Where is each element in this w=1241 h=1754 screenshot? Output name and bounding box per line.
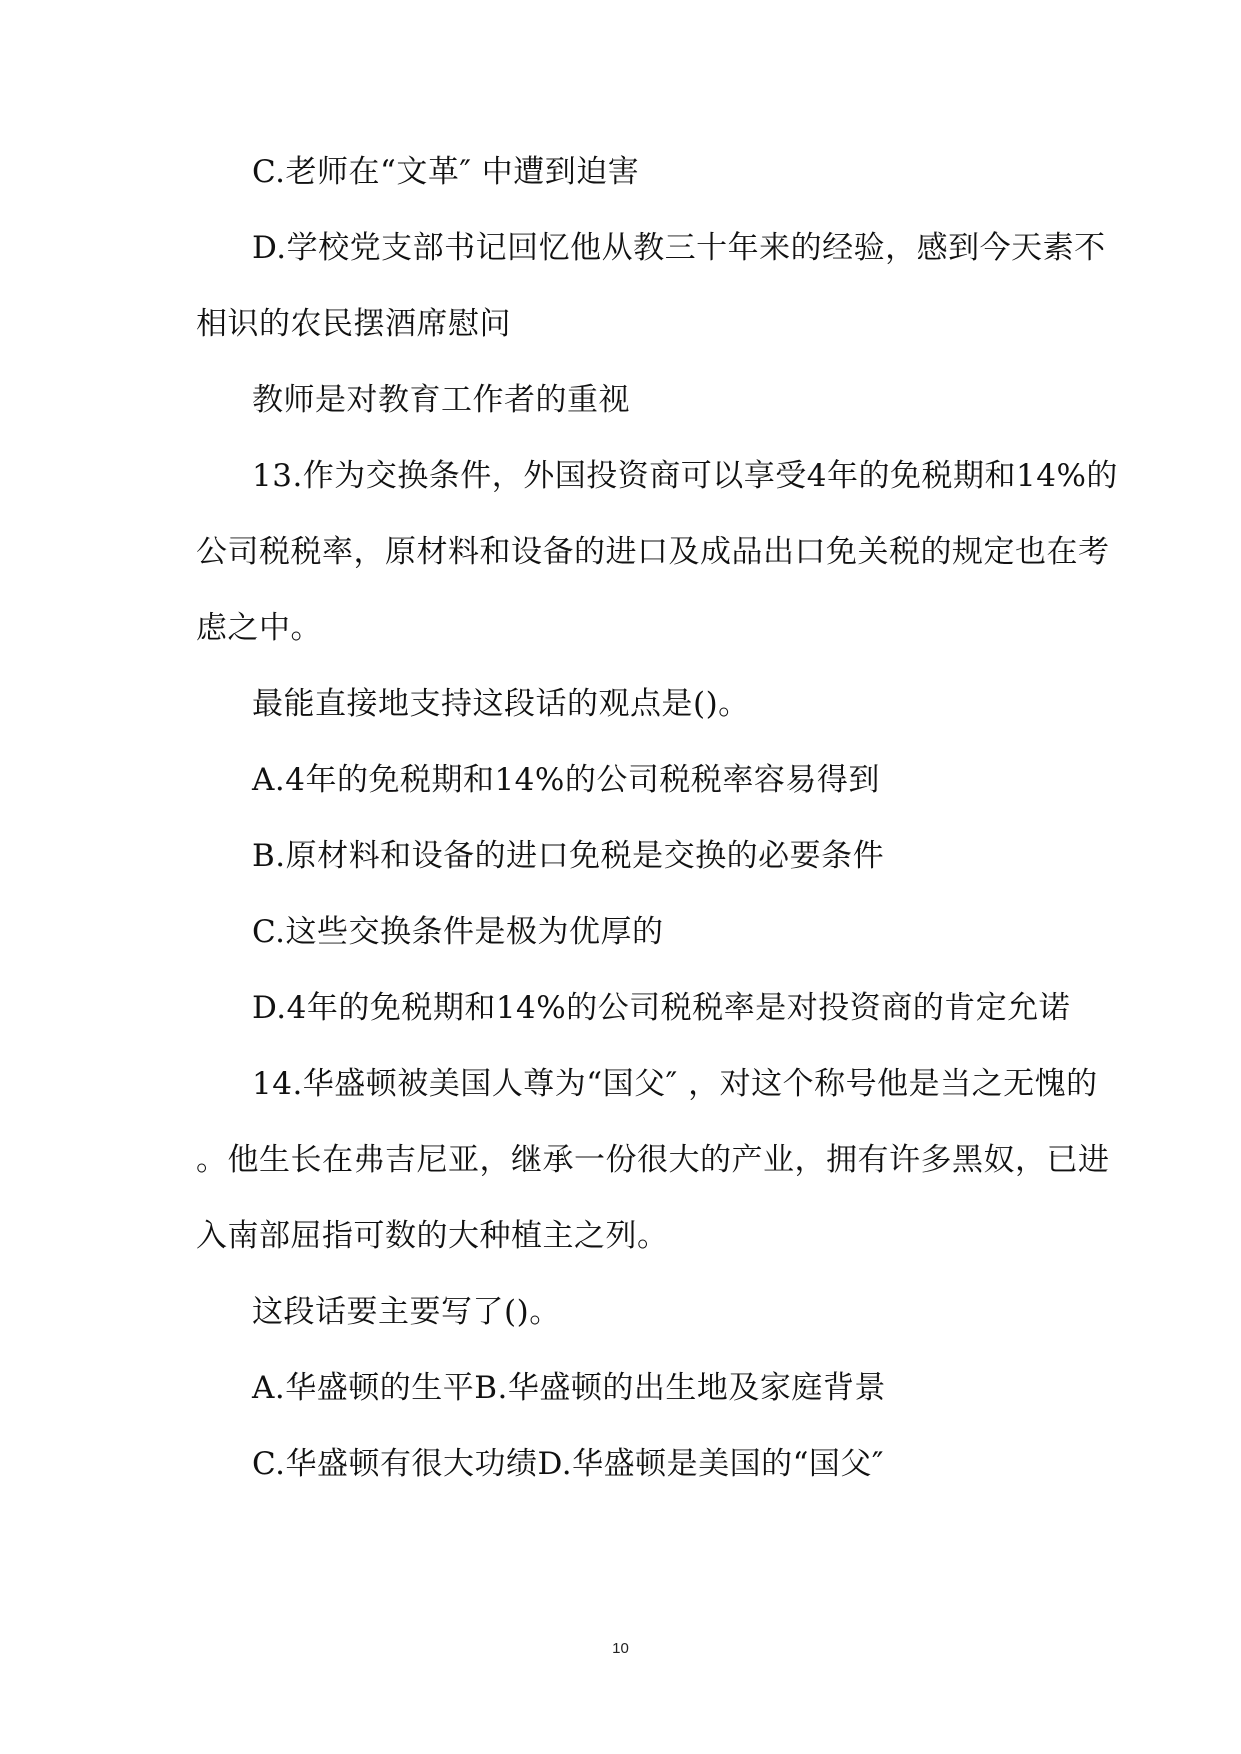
question-13-prompt: 最能直接地支持这段话的观点是()。: [252, 686, 750, 722]
answer-note-q12: 教师是对教育工作者的重视: [252, 382, 630, 418]
option-d-q12-line2: 相识的农民摆酒席慰问: [196, 306, 511, 342]
option-b-q13: B.原材料和设备的进口免税是交换的必要条件: [252, 838, 885, 874]
options-cd-q14: C.华盛顿有很大功绩D.华盛顿是美国的“国父″: [252, 1446, 884, 1482]
page-number: 10: [612, 1640, 629, 1657]
option-d-q13: D.4年的免税期和14%的公司税税率是对投资商的肯定允诺: [252, 990, 1071, 1026]
question-14-prompt: 这段话要主要写了()。: [252, 1294, 561, 1330]
question-14-line3: 入南部屈指可数的大种植主之列。: [196, 1218, 669, 1254]
option-d-q12-line1: D.学校党支部书记回忆他从教三十年来的经验，感到今天素不: [252, 230, 1106, 266]
option-c-q13: C.这些交换条件是极为优厚的: [252, 914, 664, 950]
options-ab-q14: A.华盛顿的生平B.华盛顿的出生地及家庭背景: [252, 1370, 886, 1406]
question-14-line2: 。他生长在弗吉尼亚，继承一份很大的产业，拥有许多黑奴，已进: [196, 1142, 1110, 1178]
question-13-line3: 虑之中。: [196, 610, 322, 646]
question-13-line2: 公司税税率，原材料和设备的进口及成品出口免关税的规定也在考: [196, 534, 1110, 570]
option-a-q13: A.4年的免税期和14%的公司税税率容易得到: [252, 762, 880, 798]
question-13-line1: 13.作为交换条件，外国投资商可以享受4年的免税期和14%的: [252, 458, 1118, 494]
question-14-line1: 14.华盛顿被美国人尊为“国父″ ，对这个称号他是当之无愧的: [252, 1066, 1098, 1102]
option-c-q12: C.老师在“文革″ 中遭到迫害: [252, 154, 640, 190]
